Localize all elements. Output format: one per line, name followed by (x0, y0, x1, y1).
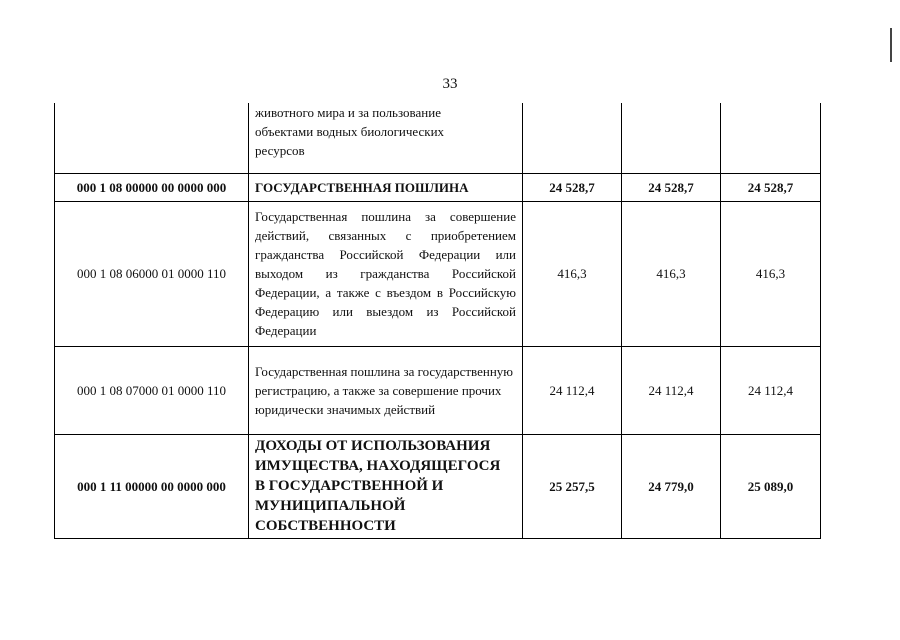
value-col-3: 416,3 (721, 201, 821, 346)
value-col-2 (622, 103, 721, 173)
value-col-2: 24 112,4 (622, 346, 721, 434)
value-col-2: 24 528,7 (622, 173, 721, 201)
value-col-2: 24 779,0 (622, 434, 721, 538)
item-name: Государственная пошлина за совершение действий, связанных с приобретением гражданства Российской Федерации или выходом из гражданства Российской Федерации, а также с въездом в Российскую Федерацию или выездом из Российской Федерации (249, 201, 523, 346)
scan-edge-mark (890, 28, 892, 62)
item-name (249, 103, 523, 173)
value-col-3: 24 528,7 (721, 173, 821, 201)
page-number: 33 (442, 76, 458, 92)
item-name-text: Государственная пошлина за государственную регистрацию, а также за совершение прочих юридически значимых действий (255, 363, 514, 417)
value-col-3 (721, 103, 821, 173)
budget-code: 000 1 11 00000 00 0000 000 (55, 434, 249, 538)
value-col-3: 24 112,4 (721, 346, 821, 434)
table-row (55, 434, 821, 538)
revenue-table (54, 103, 821, 539)
table-row (55, 103, 821, 173)
item-name-text: ДОХОДЫ ОТ ИСПОЛЬЗОВАНИЯ ИМУЩЕСТВА, НАХОДЯЩЕГОСЯ В ГОСУДАРСТВЕННОЙ И МУНИЦИПАЛЬНОЙ СОБСТВЕННОСТИ (255, 438, 501, 534)
item-name: ГОСУДАРСТВЕННАЯ ПОШЛИНА (249, 173, 523, 201)
value-col-3: 25 089,0 (721, 434, 821, 538)
value-col-2: 416,3 (622, 201, 721, 346)
item-name (249, 346, 523, 434)
table-row (55, 173, 821, 201)
value-col-1 (523, 103, 622, 173)
table-row (55, 201, 821, 346)
value-col-1: 25 257,5 (523, 434, 622, 538)
item-name (249, 434, 523, 538)
value-col-1: 24 112,4 (523, 346, 622, 434)
budget-code: 000 1 08 07000 01 0000 110 (55, 346, 249, 434)
value-col-1: 24 528,7 (523, 173, 622, 201)
budget-code (55, 103, 249, 173)
budget-code: 000 1 08 06000 01 0000 110 (55, 201, 249, 346)
value-col-1: 416,3 (523, 201, 622, 346)
budget-code: 000 1 08 00000 00 0000 000 (55, 173, 249, 201)
table-row (55, 346, 821, 434)
item-name-text: животного мира и за пользование объектами водных биологических ресурсов (255, 105, 445, 158)
